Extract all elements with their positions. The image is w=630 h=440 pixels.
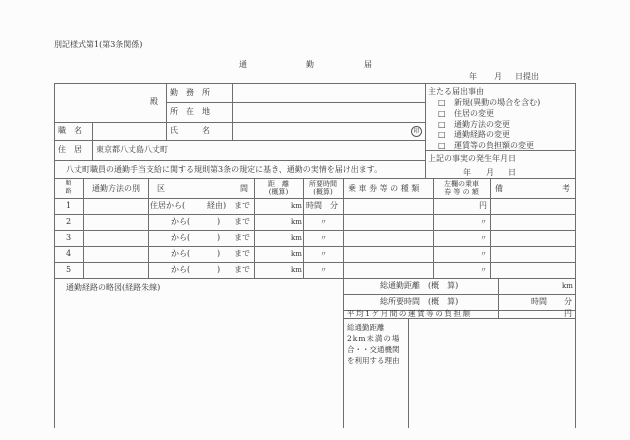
row-line	[54, 140, 425, 141]
row-4-method-field[interactable]	[84, 247, 147, 261]
col-distance-line1: 距 離	[268, 180, 289, 188]
col-line	[148, 178, 149, 278]
row-5-via: )	[217, 265, 221, 274]
occurrence-label: 上記の事実の発生年月日	[428, 154, 516, 163]
row-5-from: から(	[171, 265, 191, 274]
row-1-no: 1	[65, 201, 72, 210]
route-map-area[interactable]	[55, 295, 342, 428]
job-title-label: 職 名	[58, 126, 82, 135]
col-line	[166, 83, 167, 140]
row-4-time: 〃	[320, 250, 327, 258]
statement-text: 八丈町職員の通勤手当支給に関する規則第3条の規定に基き、通勤の実情を届け出ます。	[66, 165, 383, 174]
row-1-method-field[interactable]	[84, 199, 147, 213]
row-1-amount: 円	[479, 201, 487, 210]
table-border-right	[575, 83, 576, 428]
row-2-remarks-field[interactable]	[491, 215, 574, 229]
checkbox-residence[interactable]: □	[438, 109, 446, 118]
reason-line-1: 総通勤距離	[347, 323, 385, 332]
title-char-3: 届	[364, 60, 372, 69]
row-1-remarks-field[interactable]	[491, 199, 574, 213]
location-label: 所 在 地	[170, 107, 210, 116]
row-1-via: 経由)	[207, 201, 227, 210]
checkbox-new[interactable]: □	[438, 98, 446, 107]
residence-value[interactable]: 東京都八丈島八丈町	[96, 145, 168, 154]
reason-route: 通勤経路の変更	[454, 130, 510, 139]
job-title-field[interactable]	[93, 123, 165, 139]
reasons-heading: 主たる届出事由	[428, 87, 484, 96]
title-char-1: 通	[239, 60, 247, 69]
row-2-to: まで	[234, 217, 250, 226]
reason-line-3: 合・・交通機関	[347, 345, 400, 354]
row-1-time: 時間 分	[306, 201, 338, 210]
total-time-minutes-unit: 分	[564, 297, 572, 306]
submit-year: 年	[469, 72, 477, 81]
total-time-hours-unit: 時間	[531, 297, 547, 306]
row-3-from: から(	[171, 233, 191, 242]
monthly-burden-label: 平均1ケ月間の運賃等の負担額	[347, 309, 472, 318]
row-3-remarks-field[interactable]	[491, 231, 574, 245]
col-method: 通勤方法の別	[92, 184, 140, 193]
col-section-right: 間	[240, 184, 248, 193]
col-time-line1: 所要時間	[309, 180, 337, 188]
row-5-amount: 〃	[480, 266, 487, 274]
monthly-burden-unit: 円	[564, 309, 572, 318]
occurrence-day: 日	[508, 168, 516, 177]
checkbox-route[interactable]: □	[438, 130, 446, 139]
col-ticket-amount-line2: 券 等 の 額	[444, 188, 479, 196]
name-field[interactable]	[233, 123, 408, 139]
row-2-amount: 〃	[480, 218, 487, 226]
row-4-amount: 〃	[480, 250, 487, 258]
reason-line-4: を利用する理由	[347, 356, 400, 365]
row-3-ticket-field[interactable]	[344, 231, 432, 245]
row-2-no: 2	[65, 217, 72, 226]
short-distance-reason-field[interactable]	[409, 319, 574, 427]
row-2-time: 〃	[320, 218, 327, 226]
route-map-label: 通勤経路の略図(経路朱線)	[66, 283, 161, 292]
row-line	[343, 294, 576, 295]
row-4-km: km	[291, 250, 302, 258]
total-distance-unit: km	[562, 282, 573, 290]
reason-line-2: 2km未満の場	[347, 334, 401, 343]
occurrence-year: 年	[463, 168, 471, 177]
row-5-no: 5	[65, 265, 72, 274]
row-3-amount: 〃	[480, 234, 487, 242]
checkbox-fare[interactable]: □	[438, 141, 446, 150]
short-distance-reason-label	[347, 322, 407, 366]
row-2-method-field[interactable]	[84, 215, 147, 229]
row-5-km: km	[291, 266, 302, 274]
reason-fare: 運賃等の負担額の変更	[454, 141, 534, 150]
col-ticket-amount	[433, 180, 490, 196]
name-label: 氏 名	[170, 126, 210, 135]
col-line	[498, 278, 499, 318]
col-section-left: 区	[157, 184, 165, 193]
reason-method: 通勤方法の変更	[454, 120, 510, 129]
workplace-label: 勤 務 所	[170, 88, 210, 97]
row-3-time: 〃	[320, 234, 327, 242]
row-1-ticket-field[interactable]	[344, 199, 432, 213]
seal-icon: 印	[411, 126, 422, 137]
submit-month: 月	[494, 72, 502, 81]
row-line	[54, 160, 425, 161]
row-2-ticket-field[interactable]	[344, 215, 432, 229]
row-2-from: から(	[171, 217, 191, 226]
row-1-from: 住居から(	[150, 201, 186, 210]
checkbox-method[interactable]: □	[438, 120, 446, 129]
row-3-via: )	[217, 233, 221, 242]
row-3-to: まで	[234, 233, 250, 242]
row-3-method-field[interactable]	[84, 231, 147, 245]
row-5-remarks-field[interactable]	[491, 263, 574, 277]
row-5-method-field[interactable]	[84, 263, 147, 277]
row-line	[54, 178, 576, 179]
row-4-to: まで	[234, 249, 250, 258]
row-2-via: )	[217, 217, 221, 226]
row-4-from: から(	[171, 249, 191, 258]
row-5-to: まで	[234, 265, 250, 274]
col-remarks-right: 考	[562, 184, 570, 193]
workplace-field[interactable]	[233, 84, 424, 101]
col-ticket-type: 乗 車 券 等 の 種 類	[348, 184, 420, 193]
col-ticket-amount-line1: 左欄の乗車	[444, 180, 479, 188]
row-1-km: km	[291, 202, 302, 210]
col-route-no-line1: 順	[65, 180, 72, 187]
col-remarks-left: 備	[495, 184, 503, 193]
row-3-no: 3	[65, 233, 72, 242]
col-time	[303, 180, 343, 196]
title-char-2: 勤	[306, 60, 314, 69]
location-field[interactable]	[233, 103, 424, 121]
form-id: 別記様式第1(第3条関係)	[54, 40, 143, 49]
col-distance	[254, 180, 303, 196]
col-route-no-line2: 路	[65, 188, 72, 195]
row-5-ticket-field[interactable]	[344, 263, 432, 277]
submit-day: 日提出	[515, 72, 539, 81]
row-1-to: まで	[234, 201, 250, 210]
occurrence-month: 月	[486, 168, 494, 177]
total-distance-label: 総通勤距離 (概 算)	[380, 281, 459, 290]
reason-new: 新規(異動の場合を含む)	[454, 98, 541, 107]
col-route-no	[54, 180, 83, 196]
row-4-remarks-field[interactable]	[491, 247, 574, 261]
residence-label: 住 居	[58, 145, 82, 154]
recipient-suffix: 殿	[150, 97, 158, 106]
col-distance-line2: (概算)	[268, 188, 289, 196]
row-5-time: 〃	[320, 266, 327, 274]
row-4-via: )	[217, 249, 221, 258]
reasons-border-left	[425, 83, 426, 178]
col-time-line2: (概算)	[313, 188, 333, 196]
reason-residence: 住居の変更	[454, 109, 494, 118]
row-2-km: km	[291, 218, 302, 226]
row-4-no: 4	[65, 249, 72, 258]
row-line	[425, 150, 575, 151]
row-4-ticket-field[interactable]	[344, 247, 432, 261]
total-time-label: 総所要時間 (概 算)	[380, 297, 459, 306]
row-3-km: km	[291, 234, 302, 242]
